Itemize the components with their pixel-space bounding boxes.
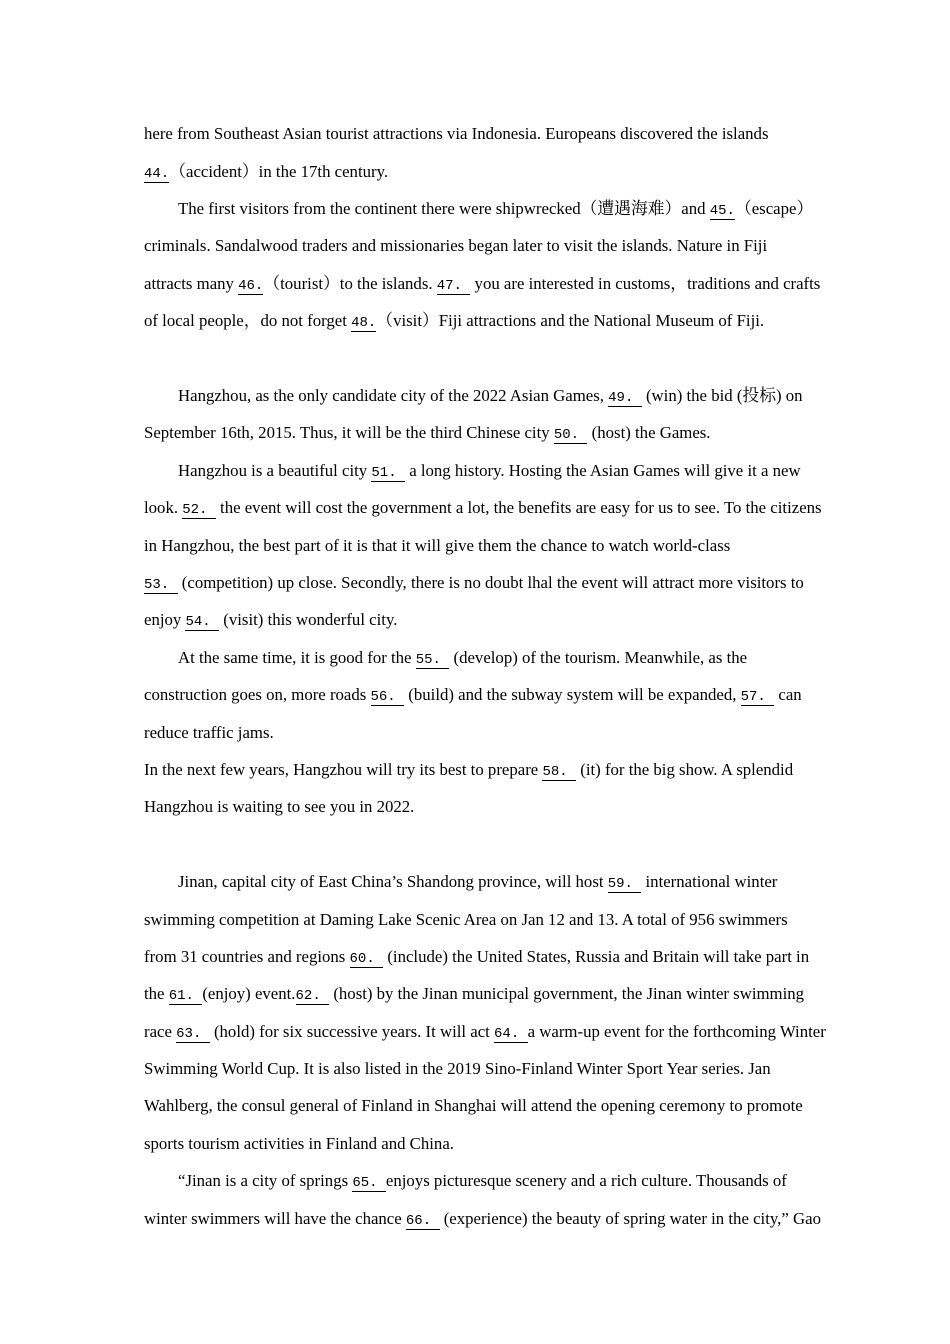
text-line: [144, 190, 834, 227]
line-text: (visit) this wonderful city.: [219, 610, 398, 630]
text-line: [144, 975, 834, 1012]
line-text: Hangzhou, as the only candidate city of the 2022 Asian Games,: [178, 386, 609, 406]
line-text: (host) the Games.: [587, 423, 711, 443]
line-text: a long history. Hosting the Asian Games will give it a new: [405, 460, 801, 480]
line-text: construction goes on, more roads: [144, 685, 371, 705]
text-line: [144, 452, 834, 489]
line-text: (build) and the subway system will be expanded,: [404, 685, 741, 705]
text-line: [144, 863, 834, 900]
line-text: (enjoy) event.: [202, 984, 296, 1004]
line-text: of local people，do not forget: [144, 311, 352, 331]
blank-64: 64.: [494, 1027, 528, 1043]
line-text: (it) for the big show. A splendid: [576, 759, 794, 779]
blank-61: 61.: [169, 989, 203, 1005]
text-line: [144, 489, 834, 526]
line-text: Hangzhou is a beautiful city: [178, 460, 372, 480]
blank-55: 55.: [416, 653, 450, 669]
passage-hangzhou: [144, 377, 834, 826]
blank-56: 56.: [371, 690, 405, 706]
line-text: enjoy: [144, 610, 186, 630]
paragraph: [144, 751, 834, 826]
line-text: a warm-up event for the forthcoming Winter: [527, 1021, 826, 1041]
blank-60: 60.: [350, 952, 384, 968]
blank-57: 57.: [741, 690, 775, 706]
blank-54: 54.: [185, 615, 219, 631]
text-line: [144, 751, 834, 788]
line-text: enjoys picturesque scenery and a rich culture. Thousands of: [385, 1171, 787, 1191]
text-line: [144, 788, 834, 825]
line-text: you are interested in customs，traditions and crafts: [470, 273, 821, 293]
blank-63: 63.: [176, 1027, 210, 1043]
blank-44: 44.: [144, 165, 170, 182]
line-text: （escape）: [734, 199, 814, 219]
paragraph: [144, 190, 834, 340]
text-line: [144, 639, 834, 676]
line-text: September 16th, 2015. Thus, it will be the third Chinese city: [144, 423, 554, 443]
text-line: [144, 302, 834, 339]
line-text: criminals. Sandalwood traders and missionaries began later to visit the islands. Nature in Fiji: [144, 236, 768, 256]
blank-47: 47.: [437, 279, 471, 295]
text-line: [144, 414, 834, 451]
line-text: Wahlberg, the consul general of Finland in Shanghai will attend the opening ceremony to promote: [144, 1096, 803, 1116]
line-text: in Hangzhou, the best part of it is that it will give them the chance to watch world-class: [144, 535, 731, 555]
line-text: （accident）in the 17th century.: [169, 161, 389, 181]
line-text: Jinan, capital city of East China’s Shandong province, will host: [178, 872, 608, 892]
text-line: [144, 901, 834, 938]
paragraph: [144, 1162, 834, 1237]
passage-gap: [144, 826, 834, 863]
text-line: [144, 265, 834, 302]
text-line: [144, 153, 834, 190]
document-body: [144, 115, 834, 1237]
blank-52: 52.: [182, 503, 216, 519]
passage-fiji: [144, 115, 834, 339]
paragraph: [144, 452, 834, 639]
line-text: (competition) up close. Secondly, there is no doubt lhal the event will attract more visitors to: [177, 572, 804, 592]
line-text: race: [144, 1021, 177, 1041]
line-text: international winter: [641, 872, 778, 892]
line-text: attracts many: [144, 273, 239, 293]
blank-45: 45.: [709, 203, 735, 220]
passage-gap: [144, 340, 834, 377]
text-line: [144, 527, 834, 564]
paragraph: [144, 115, 834, 190]
line-text: from 31 countries and regions: [144, 946, 350, 966]
passage-jinan: [144, 863, 834, 1237]
line-text: look.: [144, 498, 183, 518]
blank-58: 58.: [542, 765, 576, 781]
line-text: （visit）Fiji attractions and the National Museum of Fiji.: [376, 311, 765, 331]
blank-53: 53.: [144, 578, 178, 594]
line-text: swimming competition at Daming Lake Scenic Area on Jan 12 and 13. A total of 956 swimmers: [144, 909, 788, 929]
blank-62: 62.: [296, 989, 330, 1005]
line-text: “Jinan is a city of springs: [178, 1171, 353, 1191]
line-text: At the same time, it is good for the: [178, 647, 416, 667]
blank-59: 59.: [608, 877, 642, 893]
text-line: [144, 601, 834, 638]
blank-46: 46.: [238, 277, 264, 294]
text-line: [144, 377, 834, 414]
line-text: (hold) for six successive years. It will act: [209, 1021, 495, 1041]
line-text: sports tourism activities in Finland and China.: [144, 1133, 454, 1153]
line-text: (host) by the Jinan municipal government, the Jinan winter swimming: [329, 984, 805, 1004]
line-text: the: [144, 984, 169, 1004]
text-line: [144, 1050, 834, 1087]
text-line: [144, 938, 834, 975]
line-text: reduce traffic jams.: [144, 722, 274, 742]
line-text: can: [774, 685, 802, 705]
paragraph: [144, 863, 834, 1162]
text-line: [144, 1087, 834, 1124]
text-line: [144, 1200, 834, 1237]
line-text: winter swimmers will have the chance: [144, 1208, 406, 1228]
blank-50: 50.: [554, 428, 588, 444]
text-line: [144, 1013, 834, 1050]
text-line: [144, 676, 834, 713]
line-text: (experience) the beauty of spring water in the city,” Gao: [439, 1208, 821, 1228]
blank-66: 66.: [406, 1214, 440, 1230]
blank-48: 48.: [351, 315, 377, 332]
blank-51: 51.: [371, 466, 405, 482]
paragraph: [144, 639, 834, 751]
blank-49: 49.: [608, 391, 642, 407]
line-text: (develop) of the tourism. Meanwhile, as the: [449, 647, 748, 667]
text-line: [144, 1125, 834, 1162]
text-line: [144, 115, 834, 152]
line-text: (include) the United States, Russia and Britain will take part in: [383, 946, 810, 966]
line-text: Hangzhou is waiting to see you in 2022.: [144, 797, 415, 817]
line-text: the event will cost the government a lot, the benefits are easy for us to see. To the citizens: [215, 498, 822, 518]
line-text: （tourist）to the islands.: [263, 273, 437, 293]
blank-65: 65.: [352, 1176, 386, 1192]
line-text: Swimming World Cup. It is also listed in the 2019 Sino-Finland Winter Sport Year series. Jan: [144, 1059, 771, 1079]
text-line: [144, 714, 834, 751]
text-line: [144, 1162, 834, 1199]
paragraph: [144, 377, 834, 452]
line-text: The first visitors from the continent there were shipwrecked（遭遇海难）and: [178, 199, 710, 219]
text-line: [144, 564, 834, 601]
line-text: (win) the bid (投标) on: [641, 386, 803, 406]
text-line: [144, 227, 834, 264]
line-text: In the next few years, Hangzhou will try its best to prepare: [144, 759, 543, 779]
line-text: here from Southeast Asian tourist attractions via Indonesia. Europeans discovered the islands: [144, 124, 769, 144]
